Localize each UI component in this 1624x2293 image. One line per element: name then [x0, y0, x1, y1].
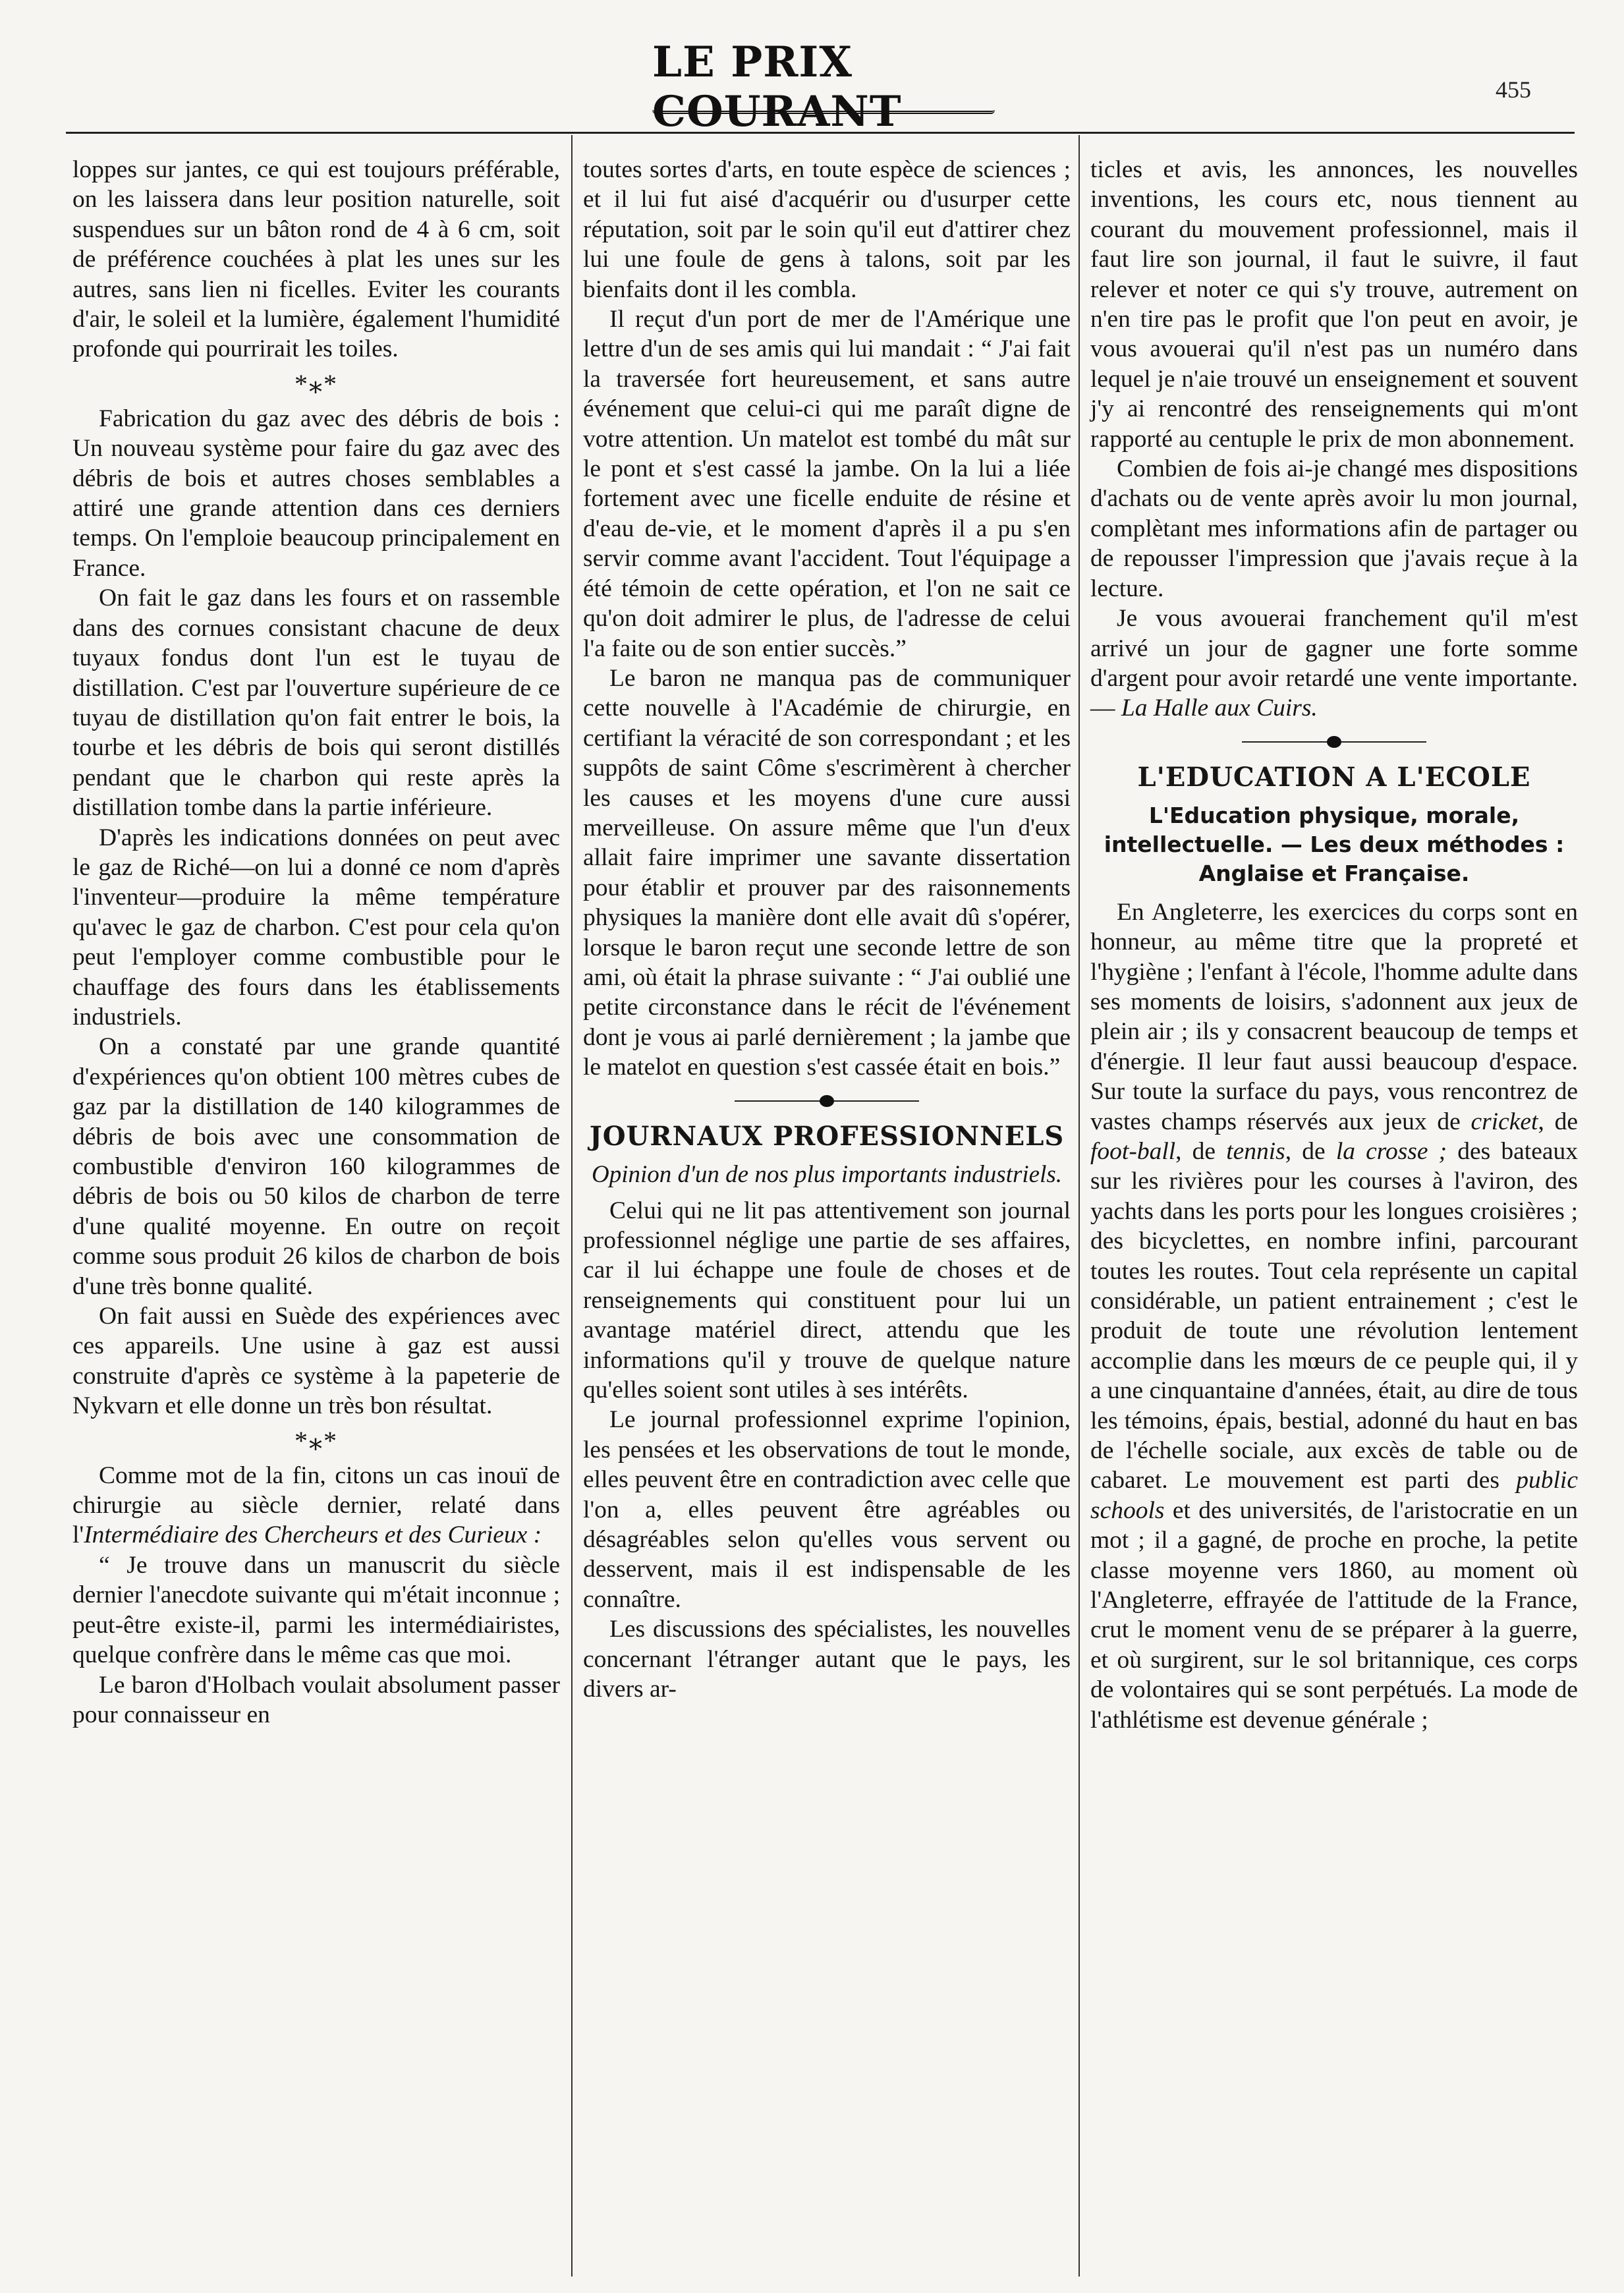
section-heading: L'EDUCATION A L'ECOLE [1137, 761, 1531, 793]
column-1 [72, 155, 560, 1730]
paragraph: loppes sur jantes, ce qui est toujours préférable, on les laissera dans leur position naturelle, soit suspendues sur un bâton rond de 4 à 6 cm, soit de préférence couchées à plat les unes sur les autres, sans lien ni ficelles. Eviter les courants d'air, le soleil et la lumière, également l'humidité profonde qui pourrirait les toiles. [72, 156, 560, 363]
paragraph-text: Je vous avouerai franchement qu'il m'est arrivé un jour de gagner une forte somme d'argent pour avoir retardé une vente importante.— [1090, 605, 1578, 722]
paragraph-text: , de [1538, 1108, 1578, 1135]
column-3 [1090, 155, 1578, 1735]
emphasis: la crosse ; [1335, 1137, 1447, 1165]
column-2 [583, 155, 1071, 1705]
paragraph: Celui qui ne lit pas attentivement son journal professionnel néglige une partie de ses affaires, car il lui échappe une foule de choses et de renseignements qui constituent pour lui un avantage matériel direct, attendu que les informations qu'il y trouve de quelque nature qu'elles soient sont utiles à ses intérêts. [583, 1197, 1071, 1404]
section-ornament: *⁎* [294, 368, 338, 399]
paragraph: ticles et avis, les annonces, les nouvelles inventions, les cours etc, nous tiennent au courant du mouvement professionnel, mais il faut lire son journal, il faut le suivre, il faut relever et noter ce qui s'y trouve, autrement on n'en tire pas le profit que l'on peut en avoir, je vous avouerai qu'il n'est pas un numéro dans lequel je n'aie trouvé un enseignement et souvent j'y ai rencontré des renseignements qui m'ont rapporté au centuple le prix de mon abonnement. [1090, 156, 1578, 453]
paragraph: Fabrication du gaz avec des débris de bois : Un nouveau système pour faire du gaz avec des débris de bois et autres choses semblables a attiré une grande attention dans ces derniers temps. On l'emploie beaucoup principalement en France. [72, 405, 560, 582]
paragraph-text: En Angleterre, les exercices du corps sont en honneur, au même titre que la propreté et l'hygiène ; l'enfant à l'école, l'homme adulte dans ses moments de loisirs, s'adonnent aux jeux de plein air ; ils y consacrent beaucoup de temps et d'énergie. Il leur faut aussi beaucoup d'espace. Sur toute la surface du pays, vous rencontrez de vastes champs réservés aux jeux de [1090, 898, 1578, 1135]
paragraph: D'après les indications données on peut avec le gaz de Riché—on lui a donné ce nom d'après l'inventeur—produire la même température qu'avec le gaz de charbon. C'est pour cela qu'on peut l'employer comme combustible pour le chauffage des fours dans les établissements industriels. [72, 824, 560, 1031]
paragraph: On fait aussi en Suède des expériences avec ces appareils. Une usine à gaz est aussi construite d'après ce système à la papeterie de Nykvarn et elle donne un très bon résultat. [72, 1303, 560, 1420]
paragraph-text: , de [1175, 1137, 1227, 1165]
paragraph: toutes sortes d'arts, en toute espèce de sciences ; et il lui fut aisé d'acquérir ou d'usurper cette réputation, soit par le soin qu'il eut d'attirer chez lui une foule de gens à talons, soit par les bienfaits dont il les combla. [583, 156, 1071, 303]
publication-title: Intermédiaire des Chercheurs et des Curieux : [84, 1521, 542, 1549]
paragraph: Le baron ne manqua pas de communiquer cette nouvelle à l'Académie de chirurgie, en certifiant la véracité de son correspondant ; et les suppôts de saint Côme s'escrimèrent à chercher les causes et les moyens d'une cure aussi merveilleuse. On assure même que l'un d'eux allait faire imprimer une savante dissertation pour établir et prouver par des raisonnements physiques la manière dont elle avait dû s'opérer, lorsque le baron reçut une seconde lettre de son ami, où était la phrase suivante : “ J'ai oublié une petite circonstance dans le récit de l'événement dont je vous ai parlé dernièrement ; la jambe que le matelot en question s'est cassée était en bois.” [583, 664, 1071, 1081]
journal-logo: LE PRIX COURANT [652, 63, 995, 114]
paragraph: “ Je trouve dans un manuscrit du siècle dernier l'anecdote suivante qui m'était inconnue ; peut-être existe-il, parmi les intermédiairistes, quelque confrère dans le même cas que moi. [72, 1551, 560, 1669]
paragraph [72, 1461, 560, 1550]
header-rule [66, 132, 1575, 134]
column-divider-2 [1078, 135, 1080, 2277]
source-signature: La Halle aux Cuirs. [1121, 694, 1318, 722]
paragraph [1090, 604, 1578, 723]
masthead [0, 37, 1624, 136]
section-heading: JOURNAUX PROFESSIONNELS [589, 1120, 1065, 1152]
section-separator [583, 1088, 1071, 1114]
paragraph: Il reçut d'un port de mer de l'Amérique une lettre d'un de ses amis qui lui mandait : “ J'ai fait la traversée fort heureusement, et sans autre événement que celui-ci qui me paraît digne de votre attention. Un matelot est tombé du mât sur le pont et s'est cassé la jambe. On la lui a liée fortement avec une ficelle enduite de résine et d'eau de-vie, et le moment d'après il a pu s'en servir comme avant l'accident. Tout l'équipage a été témoin de cette opération, et l'on ne sait ce qu'on doit admirer le plus, de l'adresse de celui l'a faite ou de son entier succès.” [583, 306, 1071, 662]
paragraph: On a constaté par une grande quantité d'expériences qu'on obtient 100 mètres cubes de gaz par la distillation de 140 kilogrammes de débris de bois avec une consommation de combustible d'environ 160 kilogrammes de débris de bois ou 50 kilos de charbon de terre d'une qualité moyenne. En outre on reçoit comme sous produit 26 kilos de charbon de bois d'une très bonne qualité. [72, 1033, 560, 1300]
paragraph [1090, 897, 1578, 1735]
section-separator [1090, 729, 1578, 755]
emphasis: foot-ball [1090, 1137, 1176, 1165]
paragraph-text: , de [1285, 1137, 1336, 1165]
paragraph: Le baron d'Holbach voulait absolument passer pour connaisseur en [72, 1671, 560, 1728]
section-subheading: Opinion d'un de nos plus importants industriels. [591, 1160, 1063, 1188]
emphasis: tennis [1226, 1137, 1285, 1165]
column-divider-1 [571, 135, 573, 2277]
paragraph-text: et des universités, de l'aristocratie en un mot ; il a gagné, de proche en proche, la petite classe moyenne vers 1860, au moment où l'Angleterre, effrayée de l'attitude de la France, crut le moment venu de se préparer à la guerre, et où surgirent, sur le sol britannique, ces corps de volontaires qui se sont perpétués. La mode de l'athlétisme est devenue générale ; [1090, 1496, 1578, 1734]
section-ornament: *⁎* [294, 1425, 338, 1456]
paragraph: On fait le gaz dans les fours et on rassemble dans des cornues consistant chacune de deux tuyaux fondus dont l'un est le tuyau de distillation. C'est par l'ouverture supérieure de ce tuyau de distillation qu'on fait entrer le bois, la tourbe et les débris de bois qui seront distillés pendant que le charbon qui reste après la distillation tombe dans la partie inférieure. [72, 584, 560, 822]
paragraph: Les discussions des spécialistes, les nouvelles concernant l'étranger autant que le pays, les divers ar- [583, 1616, 1071, 1703]
section-subheading: L'Education physique, morale, intellectuelle. — Les deux méthodes : Anglaise et Française. [1104, 802, 1565, 886]
page-number: 455 [1496, 76, 1531, 103]
paragraph-text: des bateaux sur les rivières pour les courses à l'aviron, des yachts dans les ports pour les longues croisières ; des bicyclettes, en nombre infini, parcourant toutes les routes. Tout cela représente un capital considérable, un patient entrainement ; c'est le produit de toute une révolution lentement accomplie dans les mœurs de ce peuple qui, il y a une cinquantaine d'années, était, au dire de tous les témoins, épais, bestial, adonné du haut en bas de l'échelle sociale, aux excès de table ou de cabaret. Le mouvement est parti des [1090, 1137, 1578, 1494]
paragraph-text: Comme mot de la fin, citons un cas inouï de chirurgie au siècle dernier, relaté dans l' [72, 1461, 560, 1549]
emphasis: cricket [1470, 1108, 1538, 1135]
emphasis: public schools [1090, 1467, 1578, 1524]
paragraph: Combien de fois ai-je changé mes dispositions d'achats ou de vente après avoir lu mon journal, complètant mes informations afin de partager ou de repousser l'impression que j'avais reçue à la lecture. [1090, 455, 1578, 602]
paragraph: Le journal professionnel exprime l'opinion, les pensées et les observations de tout le monde, elles peuvent être en contradiction avec celle que l'on a, elles peuvent être agréables ou désagréables selon qu'elles vous servent ou desservent, mais il est indispensable de les connaître. [583, 1406, 1071, 1613]
